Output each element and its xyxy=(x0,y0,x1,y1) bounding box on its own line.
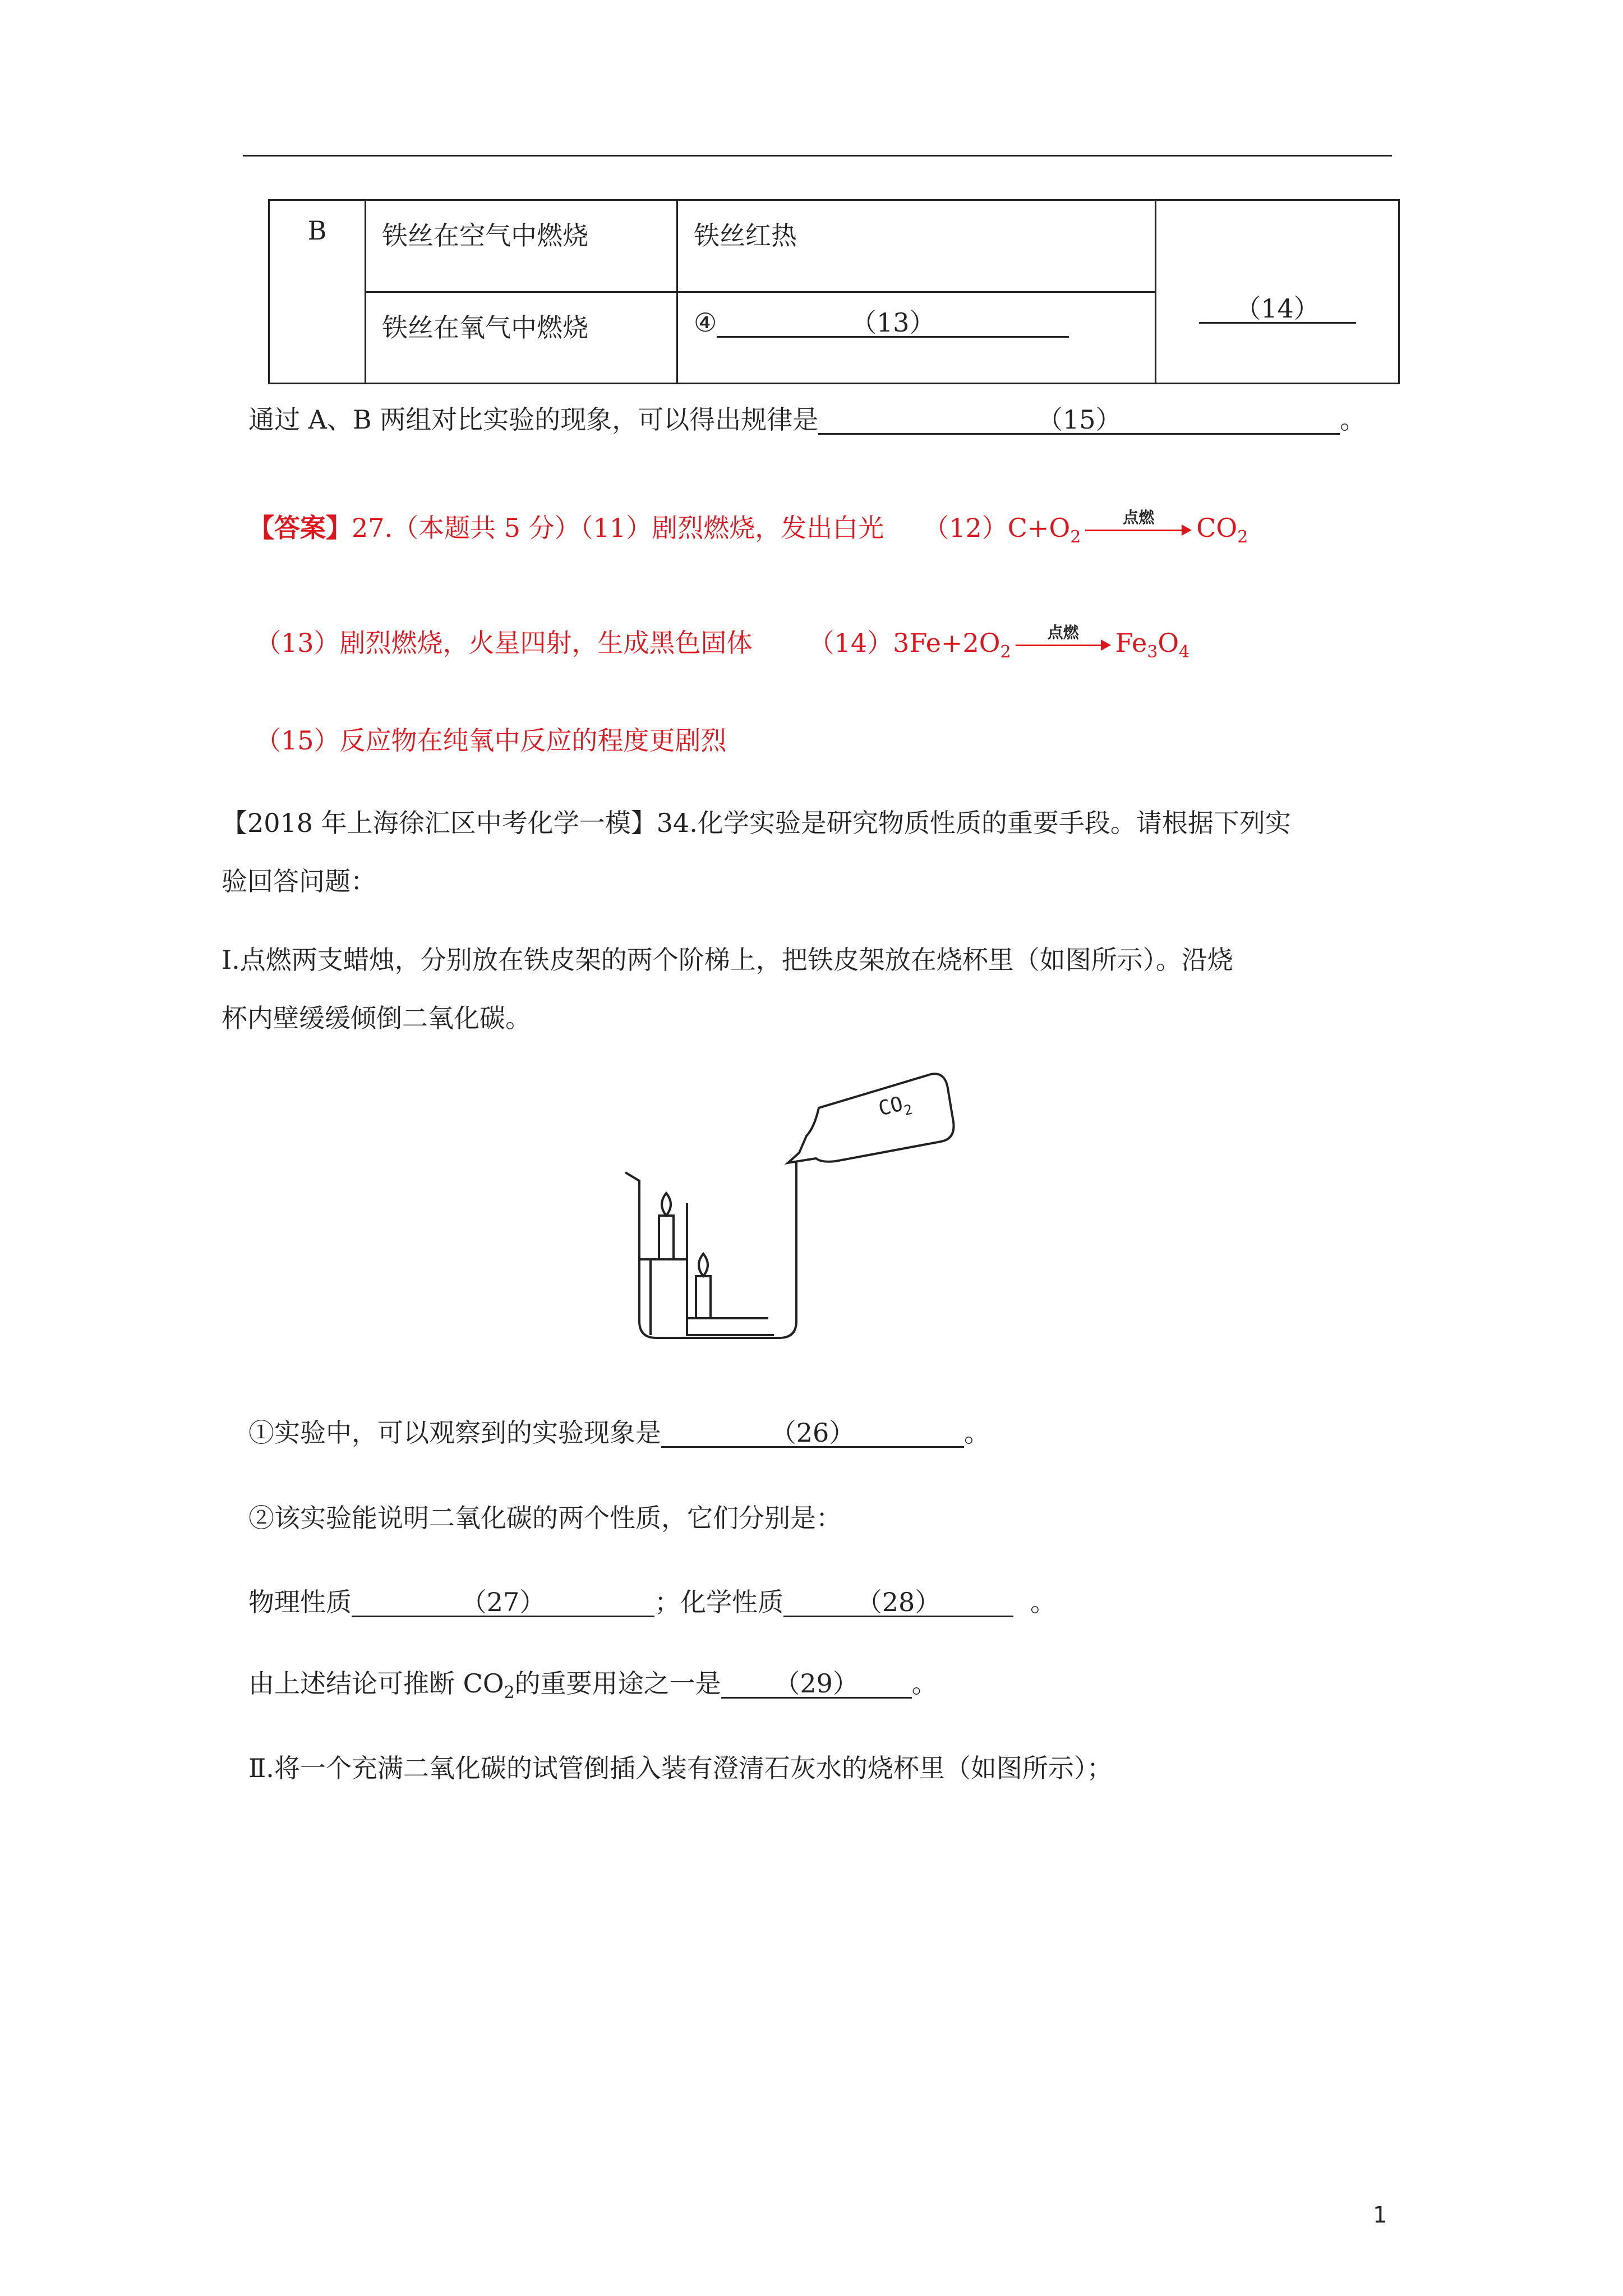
subscript: 2 xyxy=(1070,527,1081,547)
step-rack-lower xyxy=(687,1318,774,1335)
step-rack xyxy=(651,1203,687,1335)
circled-number: ④ xyxy=(694,307,717,338)
period: 。 xyxy=(1340,404,1366,435)
experiment-cell: 铁丝在氧气中燃烧 xyxy=(366,292,677,384)
blank-15: （15） xyxy=(818,406,1340,435)
table-row xyxy=(269,200,1399,292)
use-line xyxy=(248,1663,938,1703)
part1-line-1: Ⅰ.点燃两支蜡烛，分别放在铁皮架的两个阶梯上，把铁皮架放在烧杯里（如图所示）。沿烧 xyxy=(222,945,1233,975)
equation-cell xyxy=(1156,200,1399,384)
blank-29: （29） xyxy=(721,1670,912,1699)
observation-cell: 铁丝红热 xyxy=(677,200,1156,292)
reaction-arrow xyxy=(1016,623,1111,651)
use-text: 的重要用途之一是 xyxy=(514,1668,721,1699)
blank-26: （26） xyxy=(661,1419,964,1448)
use-text: 由上述结论可推断 CO xyxy=(248,1668,504,1699)
separator: ； xyxy=(654,1587,680,1617)
reaction-condition: 点燃 xyxy=(1047,623,1079,642)
period: 。 xyxy=(911,1668,938,1699)
answer-13: （13）剧烈燃烧，火星四射，生成黑色固体 xyxy=(255,628,753,658)
co2-bottle xyxy=(788,1074,954,1163)
answer-14: （14）3Fe+2O xyxy=(808,628,1000,658)
subscript: 3 xyxy=(1147,642,1158,662)
short-candle xyxy=(696,1276,711,1318)
blank-14: （14） xyxy=(1199,295,1356,324)
subscript: 4 xyxy=(1179,642,1190,662)
experiment-table xyxy=(268,199,1400,384)
answer-line-1 xyxy=(248,508,1248,547)
tall-flame xyxy=(662,1193,671,1216)
step-rack-upper xyxy=(639,1259,768,1318)
subscript: 2 xyxy=(1000,642,1011,662)
co2-label: $CO_2$ xyxy=(876,1092,914,1121)
question-2-line: ②该实验能说明二氧化碳的两个性质，它们分别是： xyxy=(248,1503,842,1533)
blank-28: （28） xyxy=(783,1589,1013,1617)
part1-line-2: 杯内壁缓缓倾倒二氧化碳。 xyxy=(222,1003,531,1033)
subscript: 2 xyxy=(1237,527,1248,547)
reaction-condition: 点燃 xyxy=(1123,508,1155,527)
question-1-line xyxy=(248,1412,990,1450)
properties-line xyxy=(248,1582,1056,1619)
header-rule xyxy=(243,155,1392,157)
beaker-candles-figure xyxy=(617,1069,965,1349)
question-1-text: ①实验中，可以观察到的实验现象是 xyxy=(248,1418,661,1448)
page-number: 1 xyxy=(1373,2202,1387,2228)
subscript: 2 xyxy=(504,1683,515,1703)
physical-property-label: 物理性质 xyxy=(248,1587,352,1617)
chemical-property-label: 化学性质 xyxy=(680,1587,783,1617)
period: 。 xyxy=(1030,1587,1056,1617)
observation-cell xyxy=(677,292,1156,384)
answer-12: （12）C+O xyxy=(923,513,1071,543)
reaction-arrow xyxy=(1085,508,1192,536)
product: Fe xyxy=(1115,628,1147,658)
answer-line-2 xyxy=(255,623,1189,662)
conclusion-text: 通过 A、B 两组对比实验的现象，可以得出规律是 xyxy=(248,404,819,435)
answer-text: 27.（本题共 5 分）（11）剧烈燃烧，发出白光 xyxy=(352,513,884,543)
tall-candle xyxy=(659,1216,674,1259)
answer-tag: 【答案】 xyxy=(248,513,352,543)
conclusion-line xyxy=(248,399,1366,436)
blank-13: （13） xyxy=(717,309,1069,338)
part2-line: Ⅱ.将一个充满二氧化碳的试管倒插入装有澄清石灰水的烧杯里（如图所示）； xyxy=(248,1753,1113,1783)
question-intro-line-2: 验回答问题： xyxy=(222,866,376,896)
product: CO xyxy=(1196,513,1238,543)
group-label-cell: B xyxy=(269,200,366,384)
short-flame xyxy=(699,1254,708,1276)
answer-line-3: （15）反应物在纯氧中反应的程度更剧烈 xyxy=(255,725,727,756)
blank-27: （27） xyxy=(352,1589,654,1617)
period: 。 xyxy=(964,1418,990,1448)
experiment-cell: 铁丝在空气中燃烧 xyxy=(366,200,677,292)
product: O xyxy=(1158,628,1179,658)
question-intro-line-1: 【2018 年上海徐汇区中考化学一模】34.化学实验是研究物质性质的重要手段。请根据下列实 xyxy=(222,808,1291,838)
